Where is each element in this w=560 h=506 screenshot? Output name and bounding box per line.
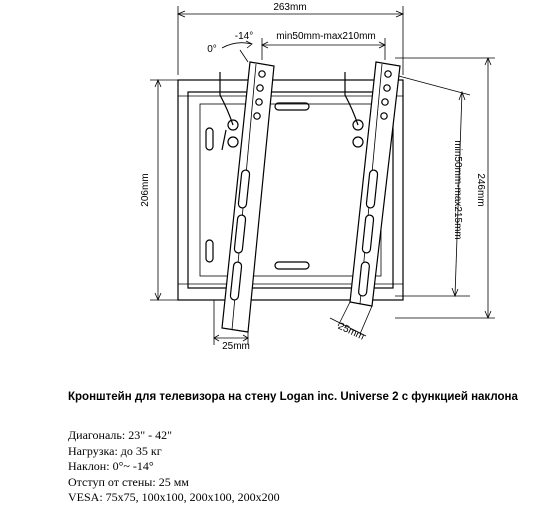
side-depth-label: 25mm [336, 320, 366, 343]
front-depth-label: 25mm [222, 341, 250, 352]
width-dimension-label: 263mm [273, 2, 307, 13]
tilt-angle-label: -14° [234, 31, 254, 42]
spec-tilt: Наклон: 0°~ -14° [68, 459, 154, 473]
right-height-label: 246mm [475, 173, 486, 207]
spec-list [68, 428, 280, 506]
spec-vesa: VESA: 75x75, 100x100, 200x100, 200x200 [68, 490, 280, 504]
spec-load: Нагрузка: до 35 кг [68, 443, 162, 458]
vesa-horizontal-label: min50mm-max210mm [276, 31, 376, 42]
zero-angle-label: 0° [207, 44, 217, 55]
left-height-dimension [150, 80, 178, 300]
product-caption: Кронштейн для телевизора на стену Logan inc. Universe 2 с функцией наклона [68, 391, 518, 403]
left-height-label: 206mm [140, 173, 151, 207]
right-vesa-arm [345, 62, 400, 306]
left-vesa-arm [220, 62, 274, 332]
tilt-angle-annotation [222, 41, 252, 62]
spec-diagonal: Диагональ: 23" - 42" [68, 428, 172, 442]
spec-wall-offset: Отступ от стены: 25 мм [68, 474, 189, 489]
vesa-vertical-label: min50mm-max215mm [452, 140, 463, 240]
